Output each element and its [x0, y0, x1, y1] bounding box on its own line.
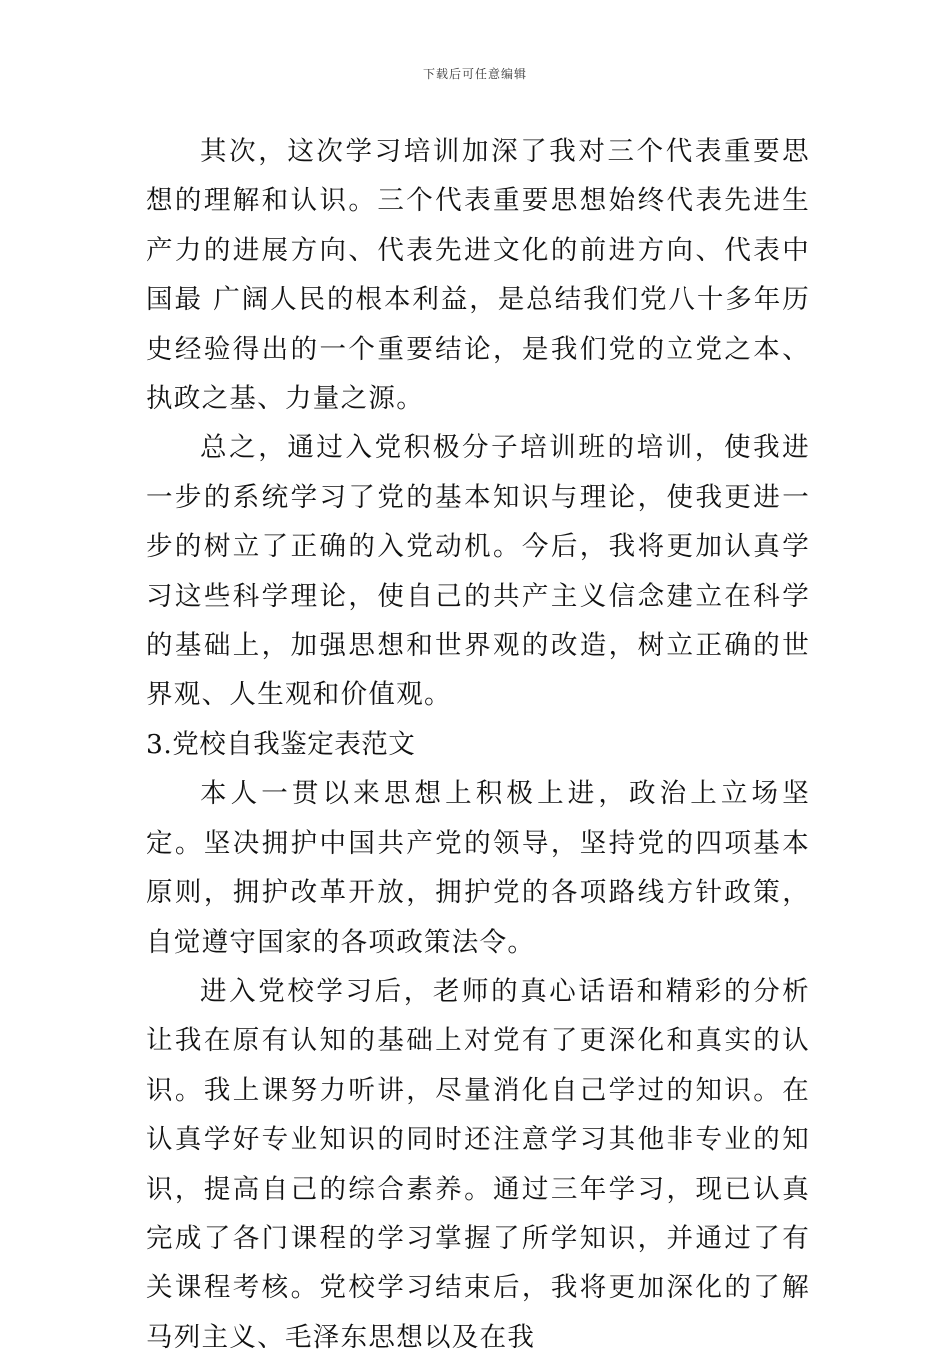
page-header: 下载后可任意编辑 [422, 67, 527, 81]
section-paragraph-1: 本人一贯以来思想上积极上进，政治上立场坚定。坚决拥护中国共产党的领导，坚持党的四项基本原则，拥护改革开放，拥护党的各项路线方针政策，自觉遵守国家的各项政策法令。 [146, 778, 810, 958]
section-paragraph-2: 进入党校学习后，老师的真心话语和精彩的分析让我在原有认知的基础上对党有了更深化和真实的认识。我上课努力听讲，尽量消化自己学过的知识。在认真学好专业知识的同时还注意学习其他非专业的知识，提高自己的综合素养。通过三年学习，现已认真完成了各门课程的学习掌握了所学知识，并通过了有关课程考核。党校学习结束后，我将更加深化的了解马列主义、毛泽东思想以及在我 [146, 975, 810, 1353]
document-body [146, 127, 810, 1362]
section-heading: 3.党校自我鉴定表范文 [146, 728, 416, 760]
paragraph-2: 总之，通过入党积极分子培训班的培训，使我进一步的系统学习了党的基本知识与理论，使我更进一步的树立了正确的入党动机。今后，我将更加认真学习这些科学理论，使自己的共产主义信念建立在科学的基础上，加强思想和世界观的改造，树立正确的世界观、人生观和价值观。 [146, 432, 810, 711]
paragraph-1: 其次，这次学习培训加深了我对三个代表重要思想的理解和认识。三个代表重要思想始终代表先进生产力的进展方向、代表先进文化的前进方向、代表中国最 广阔人民的根本利益，是总结我们党八十多年历史经验得出的一个重要结论，是我们党的立党之本、执政之基、力量之源。 [146, 136, 810, 415]
